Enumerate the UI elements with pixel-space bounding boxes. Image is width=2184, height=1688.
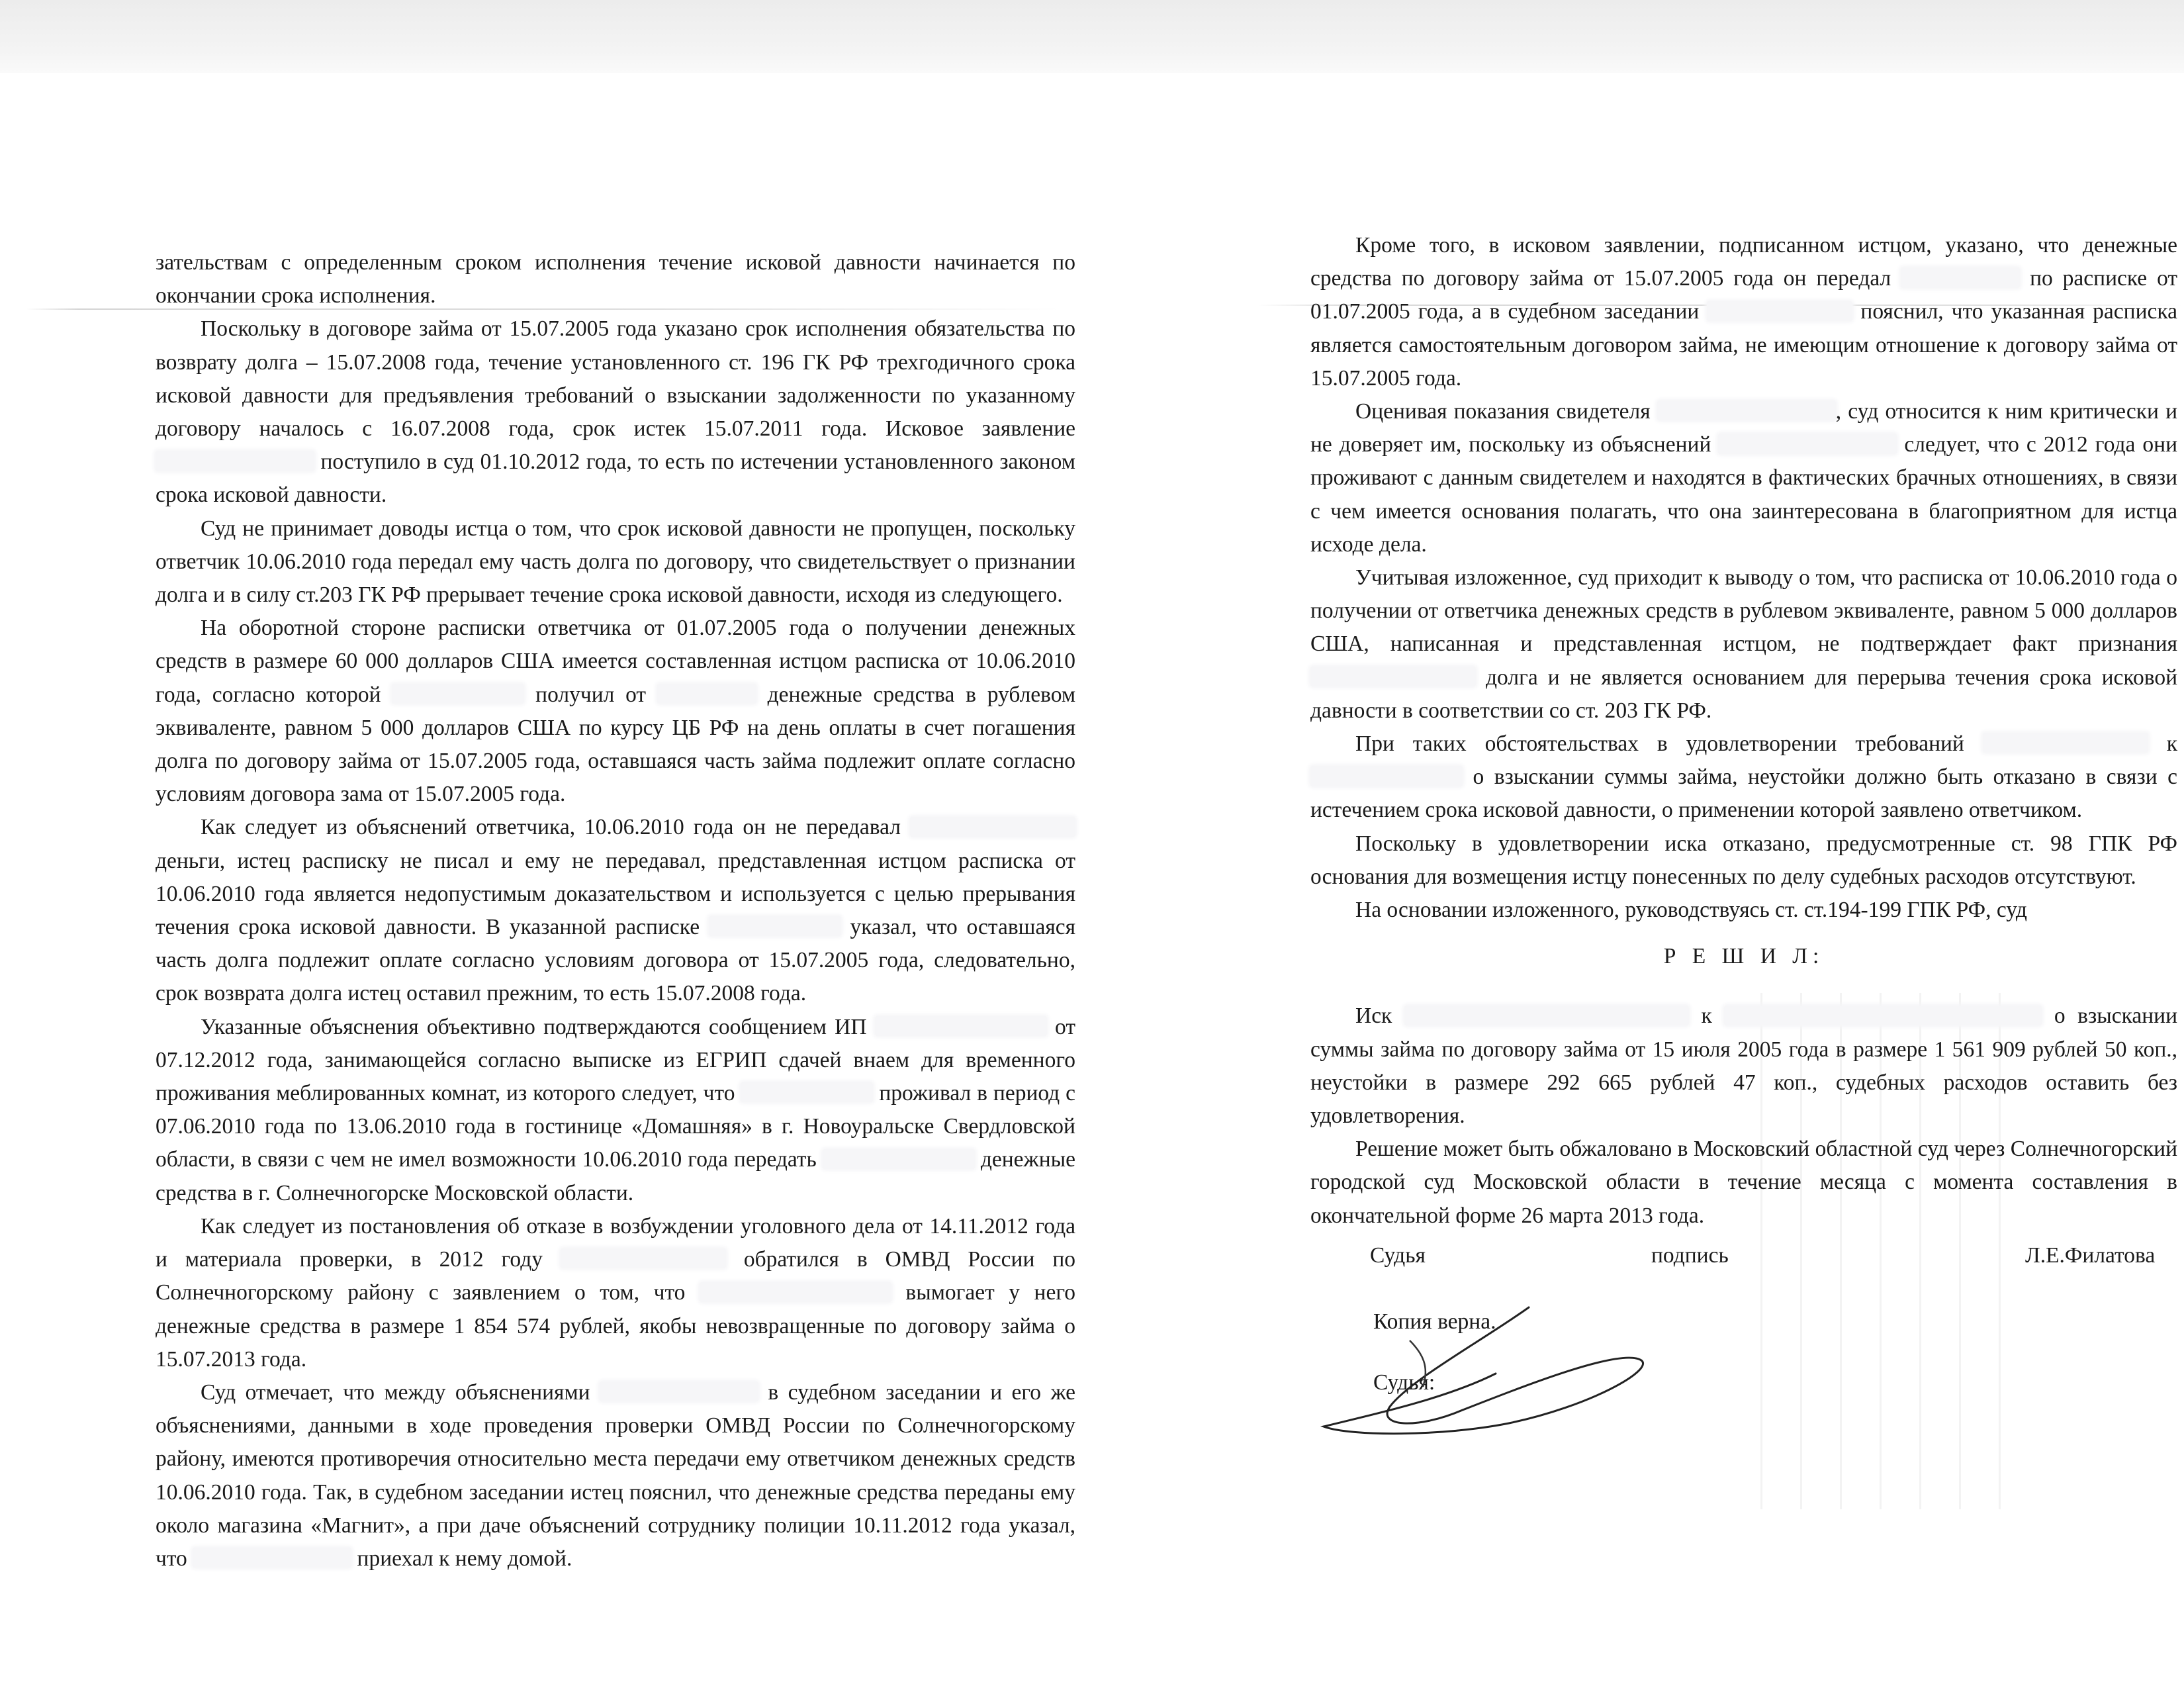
redaction xyxy=(600,1382,758,1401)
paragraph: Указанные объяснения объективно подтверждаются сообщением ИП от 07.12.2012 года, занимающейся согласно выписке из ЕГРИП сдачей внаем для временного проживания меблированных комнат, из которого следует, что проживал в период с 07.06.2010 года по 13.06.2010 года в гостинице «Домашняя» в г. Новоуральске Свердловской области, в связи с чем не имел возможности 10.06.2010 года передать денежные средства в г. Солнечногорске Московской области. xyxy=(156,1014,1076,1205)
redaction xyxy=(1404,1006,1689,1025)
redaction xyxy=(193,1548,351,1568)
redaction xyxy=(1707,301,1852,321)
signature-word: подпись xyxy=(1651,1243,1729,1268)
redaction xyxy=(156,451,314,471)
paragraph: Как следует из постановления об отказе в возбуждении уголовного дела от 14.11.2012 года и материала проверки, в 2012 году обратился в ОМВД России по Солнечногорскому району с заявлением о том, что вымогает у него денежные средства в размере 1 854 574 рублей, якобы невозвращенные по договору займа о 15.07.2013 года. xyxy=(156,1213,1076,1372)
paragraph: Решение может быть обжаловано в Московский областной суд через Солнечногорский городской суд Московской области в течение месяца с момента составления в окончательной форме 26 марта 2013 года. xyxy=(1310,1137,2177,1228)
redaction xyxy=(1718,434,1897,453)
handwritten-signature xyxy=(1310,1294,1661,1446)
paragraph: Оценивая показания свидетеля , суд относится к ним критически и не доверяет им, поскольку из объяснений следует, что с 2012 года они проживают с данным свидетелем и находятся в фактических брачных отношениях, в связи с чем имеется основания полагать, что она заинтересована в благоприятном для истца исходе дела. xyxy=(1310,399,2178,557)
redaction xyxy=(657,684,756,704)
paragraph: Кроме того, в исковом заявлении, подписанном истцом, указано, что денежные средства по договору займа от 15.07.2005 года он передал по расписке от 01.07.2005 года, а в судебном заседании пояснил, что указанная расписка является самостоятельным договором займа, не имеющим отношение к договору займа от 15.07.2005 года. xyxy=(1310,233,2178,391)
redaction xyxy=(1657,400,1836,420)
paragraph: Суд отмечает, что между объяснениями в судебном заседании и его же объяснениями, данными в ходе проведения проверки ОМВД России по Солнечногорскому району, имеются противоречия относительно места передачи ему ответчиком денежных средств 10.06.2010 года. Так, в судебном заседании истец пояснил, что денежные средства переданы ему около магазина «Магнит», а при даче объяснений сотруднику полиции 10.11.2012 года указал, что приехал к нему домой. xyxy=(156,1380,1076,1571)
redaction xyxy=(875,1016,1047,1036)
redaction xyxy=(561,1248,726,1268)
paragraph: Иск к о взыскании суммы займа по договору займа от 15 июля 2005 года в размере 1 561 909 рублей 50 коп., неустойки в размере 292 665 рублей 47 коп., судебных расходов оставить без удовлетворения. xyxy=(1310,1004,2178,1129)
paragraph: зательствам с определенным сроком исполнения течение исковой давности начинается по окончании срока исполнения. xyxy=(156,250,1075,308)
redaction xyxy=(1983,733,2148,753)
paragraph: На оборотной стороне расписки ответчика от 01.07.2005 года о получении денежных средств в размере 60 000 долларов США имеется составленная истцом расписка от 10.06.2010 года, согласно которой получил от денежные средства в рублевом эквиваленте, равном 5 000 долларов США по курсу ЦБ РФ на день оплаты в счет погашения долга по договору займа от 15.07.2005 года, оставшаяся часть займа подлежит оплате согласно условиям договора зама от 15.07.2005 года. xyxy=(156,616,1076,807)
redaction xyxy=(1310,766,1463,786)
redaction xyxy=(1310,667,1476,686)
paragraph: Как следует из объяснений ответчика, 10.06.2010 года он не передавал деньги, истец расписку не писал и ему не передавал, представленная истцом расписка от 10.06.2010 года является недопустимым доказательством и используется с целью прерывания течения срока исковой давности. В указанной расписке указал, что оставшаяся часть долга подлежит оплате согласно условиям договора от 15.07.2005 года, следовательно, срок возврата долга истец оставил прежним, то есть 15.07.2008 года. xyxy=(156,815,1076,1006)
left-column-text xyxy=(156,246,1075,1575)
right-column-text xyxy=(1310,229,2177,1233)
judge-name: Л.Е.Филатова xyxy=(2025,1243,2156,1268)
judge-label-2: Судья: xyxy=(1373,1370,1435,1395)
redaction xyxy=(392,684,524,704)
redaction xyxy=(823,1149,975,1169)
copy-verified-label: Копия верна. xyxy=(1373,1309,1496,1334)
redaction xyxy=(1724,1006,2042,1025)
paragraph: Суд не принимает доводы истца о том, что срок исковой давности не пропущен, поскольку ответчик 10.06.2010 года передал ему часть долга по договору, что свидетельствует о признании долга и в силу ст.203 ГК РФ прерывает течение срока исковой давности, исходя из следующего. xyxy=(156,516,1075,608)
redaction xyxy=(1901,267,2020,287)
paragraph: Поскольку в договоре займа от 15.07.2005 года указано срок исполнения обязательства по возврату долга – 15.07.2008 года, течение установленного ст. 196 ГК РФ трехгодичного срока исковой давности для предъявления требований о взыскании задолженности по указанному договору началось с 16.07.2008 года, срок истек 15.07.2011 года. Исковое заявление поступило в суд 01.10.2012 года, то есть по истечении установленного законом срока исковой давности. xyxy=(156,316,1075,508)
paragraph: Учитывая изложенное, суд приходит к выводу о том, что расписка от 10.06.2010 года о получении от ответчика денежных средств в рублевом эквиваленте, равном 5 000 долларов США, написанная и представленная истцом, не подтверждает факт признания долга и не является основанием для перерыва течения срока исковой давности в соответствии со ст. 203 ГК РФ. xyxy=(1310,565,2178,723)
redaction xyxy=(910,817,1075,837)
redaction xyxy=(741,1082,873,1102)
scanner-edge xyxy=(0,0,2184,73)
judge-label: Судья xyxy=(1370,1243,1426,1268)
redaction xyxy=(709,916,841,936)
verdict-heading: Р Е Ш И Л: xyxy=(1663,944,1825,969)
paragraph: На основании изложенного, руководствуясь ст. ст.194-199 ГПК РФ, суд xyxy=(1355,898,2027,923)
paragraph: Поскольку в удовлетворении иска отказано, предусмотренные ст. 98 ГПК РФ основания для возмещения истцу понесенных по делу судебных расходов отсутствуют. xyxy=(1310,831,2177,889)
paragraph: При таких обстоятельствах в удовлетворении требований к о взыскании суммы займа, неустойки должно быть отказано в связи с истечением срока исковой давности, о применении которой заявлено ответчиком. xyxy=(1310,731,2178,823)
redaction xyxy=(700,1282,891,1302)
